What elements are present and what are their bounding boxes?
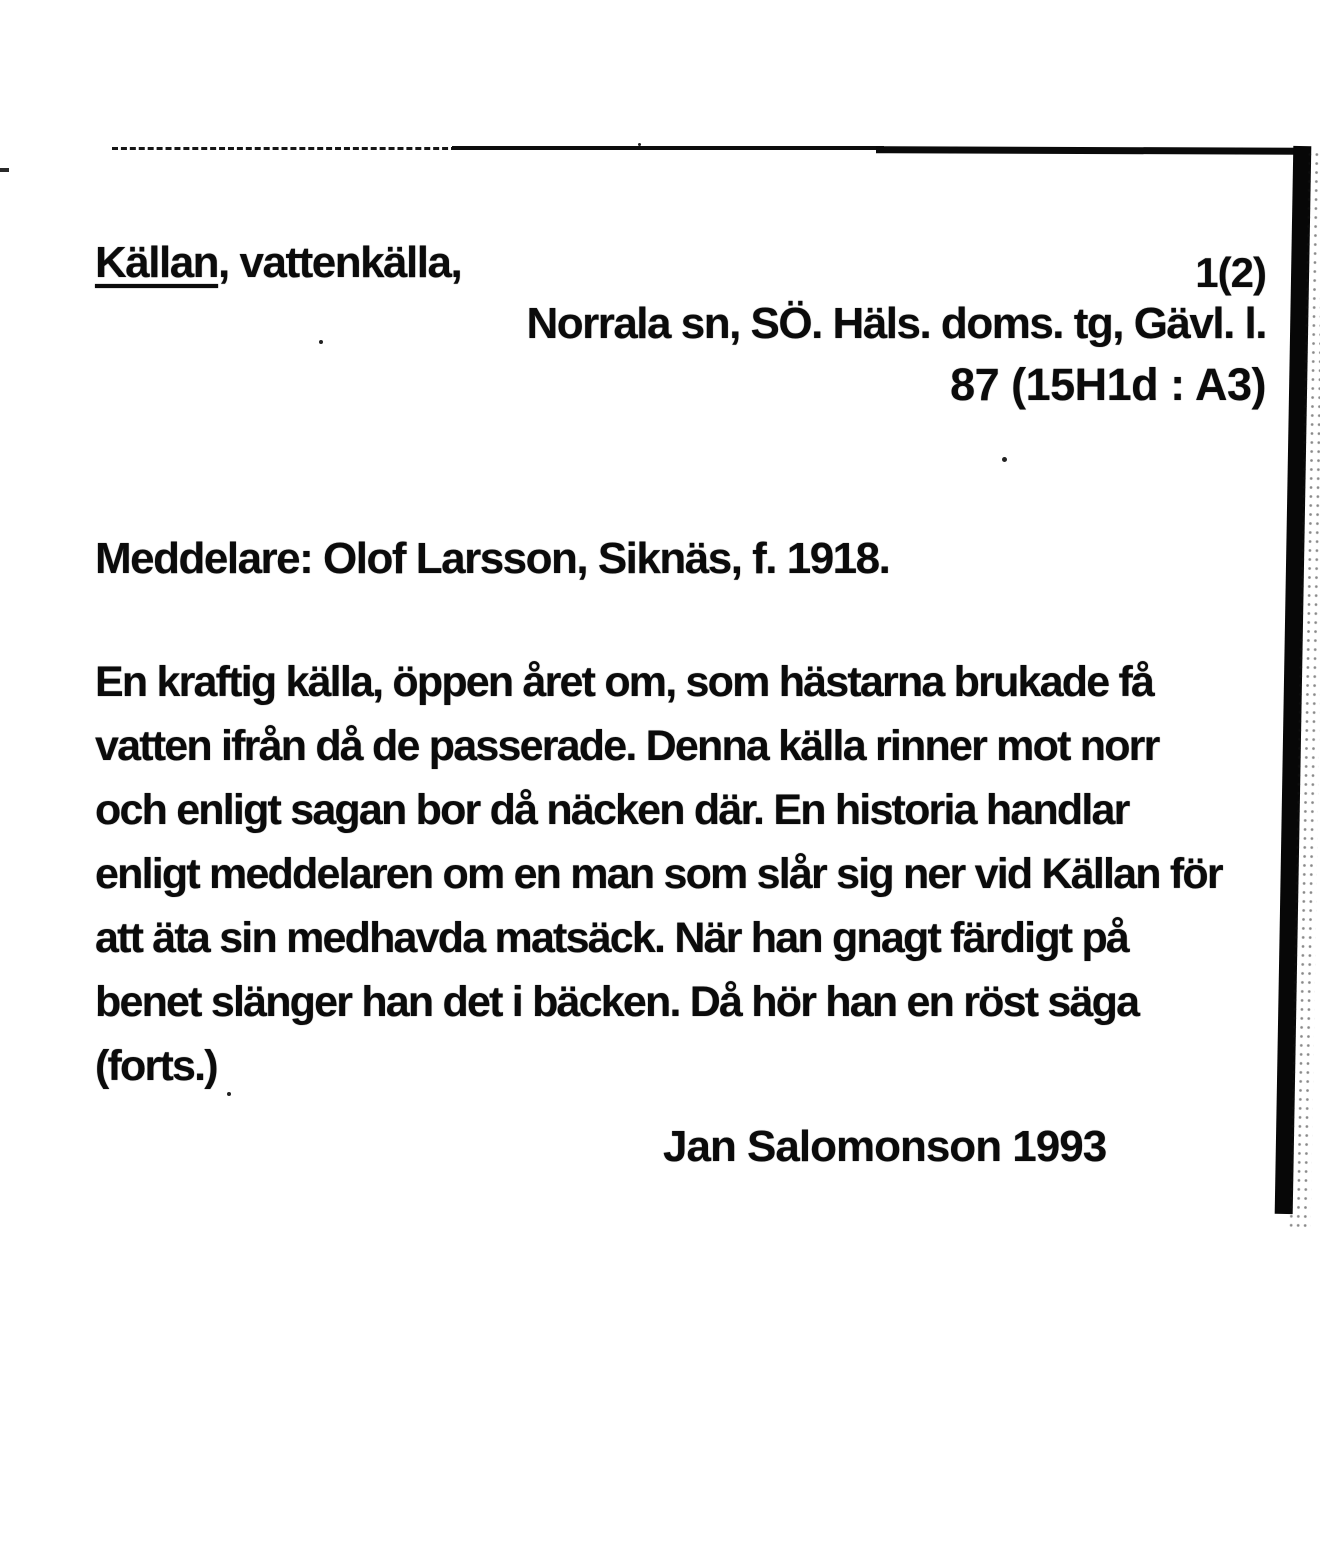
body-line: benet slänger han det i bäcken. Då hör han en röst säga	[95, 978, 1139, 1026]
body-text	[95, 650, 1222, 1098]
scan-top-edge-line-thick	[876, 146, 1304, 154]
scan-speck	[1002, 457, 1007, 462]
scan-left-edge-mark	[0, 168, 9, 172]
title-keyword: Källan	[95, 238, 219, 287]
archive-reference: 87 (15H1d : A3)	[950, 359, 1266, 410]
page-indicator: 1(2)	[1195, 249, 1266, 296]
scan-top-edge-dashed-line	[112, 147, 457, 150]
body-line: enligt meddelaren om en man som slår sig ner vid Källan för	[95, 850, 1222, 898]
body-line: En kraftig källa, öppen året om, som hästarna brukade få	[95, 658, 1154, 706]
title-rest: , vattenkälla,	[218, 238, 462, 287]
body-line: vatten ifrån då de passerade. Denna källa rinner mot norr	[95, 722, 1159, 770]
body-line: (forts.)	[95, 1042, 217, 1090]
signature: Jan Salomonson 1993	[663, 1122, 1107, 1171]
body-line: att äta sin medhavda matsäck. När han gnagt färdigt på	[95, 914, 1129, 962]
scan-top-edge-line	[452, 146, 884, 150]
location-line: Norrala sn, SÖ. Häls. doms. tg, Gävl. l.	[526, 299, 1266, 348]
body-line: och enligt sagan bor då näcken där. En historia handlar	[95, 786, 1129, 834]
scan-speck	[638, 143, 641, 146]
document-title	[95, 238, 461, 288]
scan-speck	[319, 340, 323, 344]
informant-line: Meddelare: Olof Larsson, Siknäs, f. 1918.	[95, 534, 890, 583]
